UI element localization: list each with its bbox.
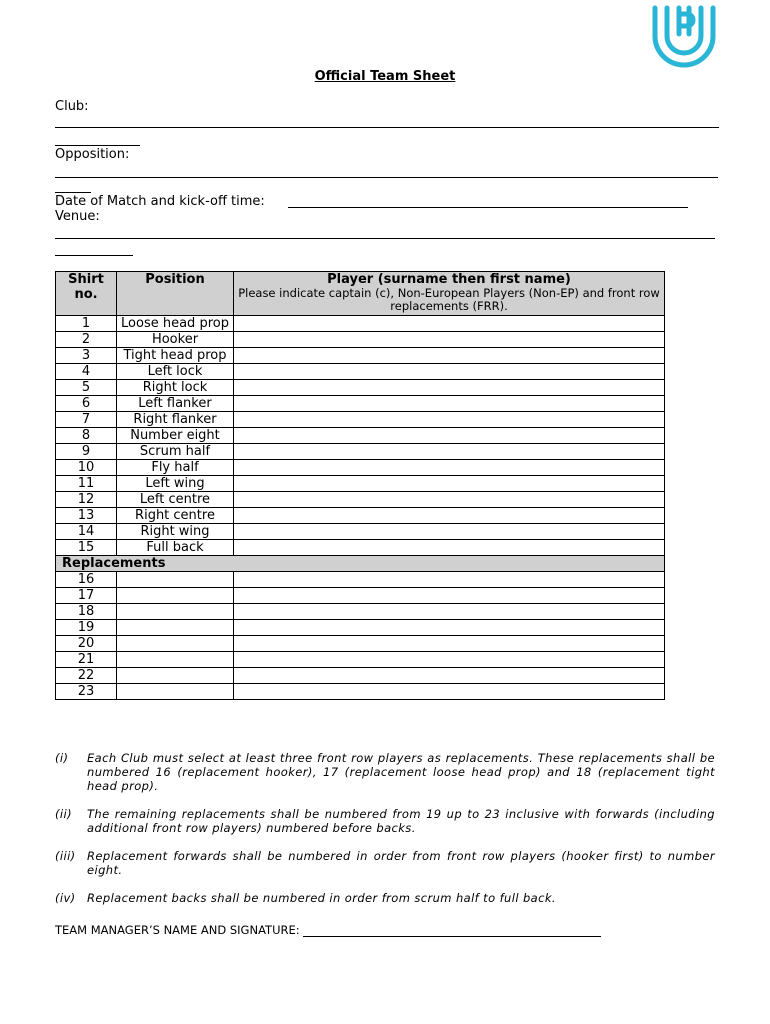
shirt-number: 1 <box>56 316 117 332</box>
player-name-cell[interactable] <box>234 412 665 428</box>
table-row <box>56 492 665 508</box>
position-name: Loose head prop <box>117 316 234 332</box>
shirt-number: 5 <box>56 380 117 396</box>
player-name-cell[interactable] <box>234 636 665 652</box>
table-row <box>56 684 665 700</box>
player-name-cell[interactable] <box>234 652 665 668</box>
player-name-cell[interactable] <box>234 428 665 444</box>
player-name-cell[interactable] <box>234 396 665 412</box>
shirt-number: 22 <box>56 668 117 684</box>
opposition-line-continued[interactable] <box>55 192 91 193</box>
shirt-number: 16 <box>56 572 117 588</box>
table-row <box>56 636 665 652</box>
player-name-cell[interactable] <box>234 492 665 508</box>
position-header: Position <box>117 272 234 316</box>
note-4: (iv) Replacement backs shall be numbered in order from scrum half to full back. <box>55 891 556 905</box>
position-name: Left wing <box>117 476 234 492</box>
shirt-number: 10 <box>56 460 117 476</box>
table-row <box>56 540 665 556</box>
position-name: Fly half <box>117 460 234 476</box>
table-row <box>56 412 665 428</box>
shirt-number: 21 <box>56 652 117 668</box>
club-line-continued[interactable] <box>55 145 140 146</box>
position-name: Right lock <box>117 380 234 396</box>
player-name-cell[interactable] <box>234 332 665 348</box>
table-row <box>56 508 665 524</box>
signature-field <box>55 923 601 937</box>
venue-label: Venue: <box>55 209 100 224</box>
position-cell[interactable] <box>117 668 234 684</box>
signature-label: TEAM MANAGER’S NAME AND SIGNATURE: <box>55 923 300 937</box>
table-row <box>56 380 665 396</box>
position-name: Right centre <box>117 508 234 524</box>
player-name-cell[interactable] <box>234 508 665 524</box>
note-2: (ii) The remaining replacements shall be numbered from 19 up to 23 inclusive with forwards (including additional front row players) numbered before backs. <box>55 807 715 835</box>
position-cell[interactable] <box>117 636 234 652</box>
table-row <box>56 428 665 444</box>
shirt-number: 2 <box>56 332 117 348</box>
player-name-cell[interactable] <box>234 444 665 460</box>
date-line[interactable] <box>288 207 688 208</box>
table-row <box>56 444 665 460</box>
opposition-label: Opposition: <box>55 147 130 162</box>
shirt-number: 17 <box>56 588 117 604</box>
position-cell[interactable] <box>117 604 234 620</box>
player-name-cell[interactable] <box>234 684 665 700</box>
position-name: Left centre <box>117 492 234 508</box>
club-line[interactable] <box>55 127 719 128</box>
signature-line[interactable] <box>303 936 601 937</box>
shirt-number: 13 <box>56 508 117 524</box>
position-name: Number eight <box>117 428 234 444</box>
position-name: Left flanker <box>117 396 234 412</box>
shirt-number: 7 <box>56 412 117 428</box>
team-table <box>55 271 665 700</box>
shirt-number: 3 <box>56 348 117 364</box>
table-row <box>56 476 665 492</box>
table-row <box>56 572 665 588</box>
shirt-number: 12 <box>56 492 117 508</box>
table-row <box>56 460 665 476</box>
position-cell[interactable] <box>117 652 234 668</box>
player-name-cell[interactable] <box>234 380 665 396</box>
table-row <box>56 396 665 412</box>
venue-line-continued[interactable] <box>55 255 133 256</box>
table-row <box>56 332 665 348</box>
shirt-number: 4 <box>56 364 117 380</box>
position-cell[interactable] <box>117 620 234 636</box>
position-name: Right flanker <box>117 412 234 428</box>
note-1: (i) Each Club must select at least three front row players as replacements. These replacements shall be numbered 16 (replacement hooker), 17 (replacement loose head prop) and 18 (replacement tight head prop). <box>55 751 715 793</box>
player-name-cell[interactable] <box>234 460 665 476</box>
shirt-header: Shirt no. <box>56 272 117 316</box>
club-label: Club: <box>55 99 89 114</box>
shirt-number: 11 <box>56 476 117 492</box>
date-label: Date of Match and kick-off time: <box>55 194 265 209</box>
table-row <box>56 524 665 540</box>
position-name: Right wing <box>117 524 234 540</box>
opposition-line[interactable] <box>55 177 718 178</box>
player-name-cell[interactable] <box>234 620 665 636</box>
player-name-cell[interactable] <box>234 588 665 604</box>
player-name-cell[interactable] <box>234 316 665 332</box>
position-name: Hooker <box>117 332 234 348</box>
table-row <box>56 604 665 620</box>
page-title: Official Team Sheet <box>314 69 456 84</box>
notes <box>55 751 715 919</box>
shirt-number: 14 <box>56 524 117 540</box>
table-header-row <box>56 272 665 316</box>
position-name: Scrum half <box>117 444 234 460</box>
player-name-cell[interactable] <box>234 668 665 684</box>
player-name-cell[interactable] <box>234 364 665 380</box>
shirt-number: 18 <box>56 604 117 620</box>
table-row <box>56 364 665 380</box>
position-cell[interactable] <box>117 588 234 604</box>
shirt-number: 19 <box>56 620 117 636</box>
urc-logo <box>650 4 718 70</box>
table-row <box>56 588 665 604</box>
player-name-cell[interactable] <box>234 572 665 588</box>
shirt-number: 23 <box>56 684 117 700</box>
player-name-cell[interactable] <box>234 524 665 540</box>
player-name-cell[interactable] <box>234 476 665 492</box>
table-row <box>56 668 665 684</box>
player-name-cell[interactable] <box>234 540 665 556</box>
player-header-note: Please indicate captain (c), Non-European Players (Non-EP) and front row replacements (FRR). <box>238 286 660 313</box>
shirt-number: 6 <box>56 396 117 412</box>
player-header <box>234 272 665 316</box>
position-name: Tight head prop <box>117 348 234 364</box>
player-name-cell[interactable] <box>234 604 665 620</box>
note-3: (iii) Replacement forwards shall be numbered in order from front row players (hooker first) to number eight. <box>55 849 715 877</box>
replacements-label: Replacements <box>56 556 665 572</box>
position-cell[interactable] <box>117 572 234 588</box>
position-name: Left lock <box>117 364 234 380</box>
table-row <box>56 348 665 364</box>
player-header-title: Player (surname then first name) <box>327 272 571 287</box>
replacements-row <box>56 556 665 572</box>
table-row <box>56 620 665 636</box>
position-name: Full back <box>117 540 234 556</box>
player-name-cell[interactable] <box>234 348 665 364</box>
shirt-number: 20 <box>56 636 117 652</box>
shirt-number: 9 <box>56 444 117 460</box>
table-row <box>56 316 665 332</box>
position-cell[interactable] <box>117 684 234 700</box>
venue-line[interactable] <box>55 238 715 239</box>
shirt-number: 8 <box>56 428 117 444</box>
table-row <box>56 652 665 668</box>
shirt-number: 15 <box>56 540 117 556</box>
